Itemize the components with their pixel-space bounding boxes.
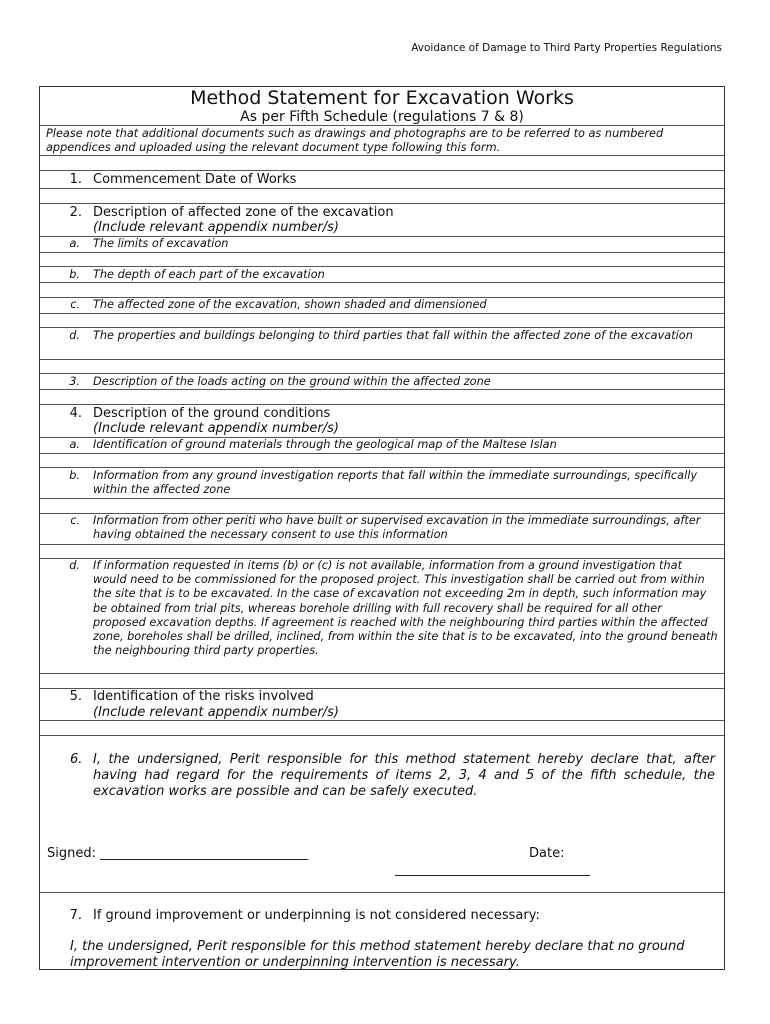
item-number: 4. [69, 406, 82, 421]
item-number: 5. [69, 689, 82, 704]
divider [40, 170, 724, 171]
divider [40, 373, 724, 374]
item-4d [40, 559, 724, 673]
divider [40, 389, 724, 390]
divider [40, 404, 724, 405]
item-label: If ground improvement or underpinning is not considered necessary: [93, 908, 540, 923]
declaration-text: I, the undersigned, Perit responsible for this method statement hereby declare that, after having had regard for the requirements of items 2, 3, 4 and 5 of the fifth schedule, the excavation works are possible and can be safely executed. [93, 752, 715, 799]
appendix-note: (Include relevant appendix number/s) [93, 220, 339, 235]
divider [40, 203, 724, 204]
item-6-declaration [70, 752, 715, 800]
item-number: a. [69, 237, 80, 250]
form-note: Please note that additional documents such as drawings and photographs are to be referred to as numbered appendices and uploaded using the relevant document type following this form. [46, 127, 664, 154]
appendix-note: (Include relevant appendix number/s) [93, 705, 339, 720]
divider [40, 327, 724, 328]
item-label: The properties and buildings belonging to third parties that fall within the affected zone of the excavation [93, 329, 693, 342]
item-4c [40, 514, 724, 544]
divider [40, 266, 724, 267]
divider [40, 720, 724, 721]
item-number: 6. [70, 752, 83, 767]
item-label: Information from other periti who have built or supervised excavation in the immediate surroundings, after having obtained the necessary consent to use this information [93, 514, 701, 542]
divider [40, 359, 724, 360]
item-number: a. [69, 438, 80, 451]
item-label: The depth of each part of the excavation [93, 268, 325, 281]
divider [40, 673, 724, 674]
running-header: Avoidance of Damage to Third Party Properties Regulations [411, 42, 722, 54]
divider [40, 892, 724, 893]
item-number: d. [69, 559, 80, 572]
divider [40, 188, 724, 189]
date-label: Date: [529, 846, 565, 861]
item-label: If information requested in items (b) or (c) is not available, information from a ground investigation that would need to be commissioned for the proposed project. This investigation shall be carried out from within the site that is to be excavated. In the case of excavation not exceeding 2m in depth, such information may be obtained from trial pits, whereas borehole drilling with full recovery shall be required for all other proposed excavation depths. If agreement is reached with the neighbouring third parties within the affected zone, boreholes shall be drilled, inclined, from within the site that is to be excavated, into the ground beneath the neighbouring third party properties. [93, 559, 718, 658]
item-label: Identification of ground materials through the geological map of the Maltese Islan [93, 438, 557, 451]
appendix-note: (Include relevant appendix number/s) [93, 421, 339, 436]
item-label: The affected zone of the excavation, shown shaded and dimensioned [93, 298, 487, 311]
divider [40, 155, 724, 156]
date-field[interactable]: ______________________________ [395, 862, 590, 877]
divider [40, 735, 724, 736]
item-number: d. [69, 329, 80, 342]
item-label: The limits of excavation [93, 237, 229, 250]
divider [40, 313, 724, 314]
form-title: Method Statement for Excavation Works [190, 87, 574, 109]
item-number: 2. [69, 205, 82, 220]
item-label: Description of the loads acting on the ground within the affected zone [93, 375, 491, 388]
form-subtitle: As per Fifth Schedule (regulations 7 & 8) [240, 109, 524, 125]
item-4b [40, 469, 724, 499]
method-statement-form [39, 86, 725, 970]
item-label: Commencement Date of Works [93, 172, 297, 187]
divider [40, 453, 724, 454]
item-2d [40, 329, 724, 359]
divider [40, 498, 724, 499]
divider [40, 282, 724, 283]
item-label: Description of affected zone of the excavation [93, 205, 394, 220]
item-number: 3. [69, 375, 80, 388]
item-label: Identification of the risks involved [93, 689, 314, 704]
item-label: Description of the ground conditions [93, 406, 331, 421]
item-number: 7. [69, 908, 82, 923]
divider [40, 467, 724, 468]
signed-field[interactable]: Signed: ________________________________ [47, 846, 309, 861]
item-7-declaration: I, the undersigned, Perit responsible for this method statement hereby declare that no ground improvement intervention or underpinning intervention is necessary. [70, 939, 685, 970]
item-number: c. [70, 514, 80, 527]
item-number: 1. [69, 172, 82, 187]
item-number: b. [69, 268, 80, 281]
item-label: Information from any ground investigation reports that fall within the immediate surroundings, specifically within the affected zone [93, 469, 698, 497]
divider [40, 252, 724, 253]
divider [40, 125, 724, 126]
item-number: b. [69, 469, 80, 482]
divider [40, 544, 724, 545]
item-number: c. [70, 298, 80, 311]
